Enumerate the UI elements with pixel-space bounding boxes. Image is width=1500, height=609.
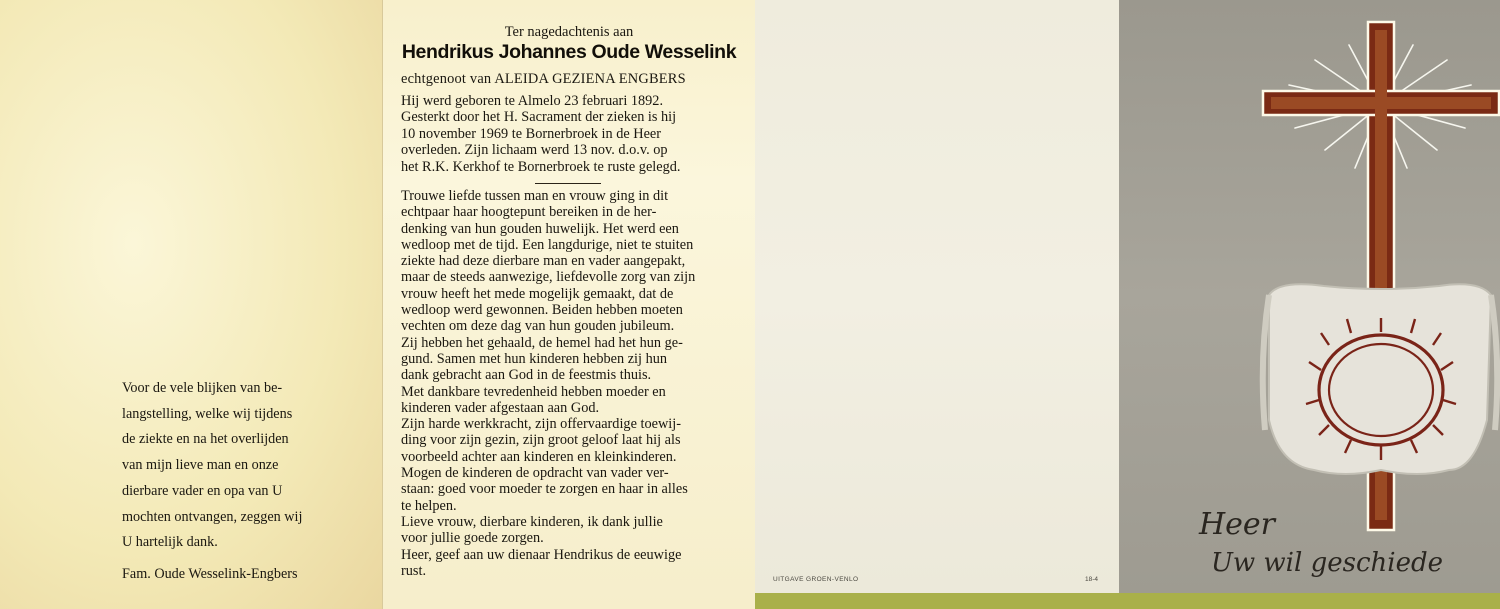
back-panel [755, 0, 1119, 593]
deceased-name: Hendrikus Johannes Oude Wesselink [401, 41, 737, 63]
cover-panel [1119, 0, 1500, 593]
biography: Hij werd geboren te Almelo 23 februari 1892. Gesterkt door het H. Sacrament der zieken is hij 10 november 1969 te Bornerbroek in de Heer overleden. Zijn lichaam werd 13 nov. d.o.v. op het R.K. Kerkhof te Bornerbroek te ruste gelegd. [401, 93, 681, 175]
family-signature: Fam. Oude Wesselink-Engbers [122, 566, 298, 582]
spouse-line: echtgenoot van ALEIDA GEZIENA ENGBERS [401, 71, 686, 87]
memorial-intro: Ter nagedachtenis aan [504, 24, 634, 40]
publisher-imprint: UITGAVE GROEN-VENLO [773, 576, 859, 583]
tribute-text: Trouwe liefde tussen man en vrouw ging in dit echtpaar haar hoogtepunt bereiken in de her- denking van hun gouden huwelijk. Het werd een wedloop met de tijd. Een langdurige, niet te stuiten ziekte had deze dierbare man en vader aangepakt, maar de steeds aanwezige, liefdevolle zorg van zijn vrouw heeft het mede mogelijk gemaakt, dat de wedloop werd gewonnen. Beiden hebben moeten vechten om deze dag van hun gouden jubileum. Zij hebben het gehaald, de hemel had het hun ge- gund. Samen met hun kinderen hebben zij hun dank gebracht aan God in de feestmis thuis. Met dankbare tevredenheid hebben moeder en kinderen vader afgestaan aan God. Zijn harde werkkracht, zijn offervaardige toewij- ding voor zijn gezin, zijn groot geloof laat hij als voorbeeld achter aan kinderen en kleinkinderen. Mogen de kinderen de opdracht van vader ver- staan: goed voor moeder te zorgen en haar in alles te helpen. Lieve vrouw, dierbare kinderen, ik dank jullie voor jullie goede zorgen. Heer, geef aan uw dienaar Hendrikus de eeuwige rust. [401, 188, 696, 579]
motto-line-2: Uw wil geschiede [1211, 548, 1443, 578]
section-divider [535, 183, 601, 184]
cross-with-crown-of-thorns-icon [1119, 0, 1500, 593]
bottom-strip [755, 593, 1500, 609]
memorial-text-panel [382, 0, 755, 609]
motto-line-1: Heer [1199, 507, 1276, 542]
thanks-panel [0, 0, 382, 609]
thanks-text: Voor de vele blijken van be- langstelling, welke wij tijdens de ziekte en na het overlijden van mijn lieve man en onze dierbare vader en opa van U mochten ontvangen, zeggen wij U hartelijk dank. [122, 380, 303, 551]
print-code: 18-4 [1085, 576, 1099, 583]
